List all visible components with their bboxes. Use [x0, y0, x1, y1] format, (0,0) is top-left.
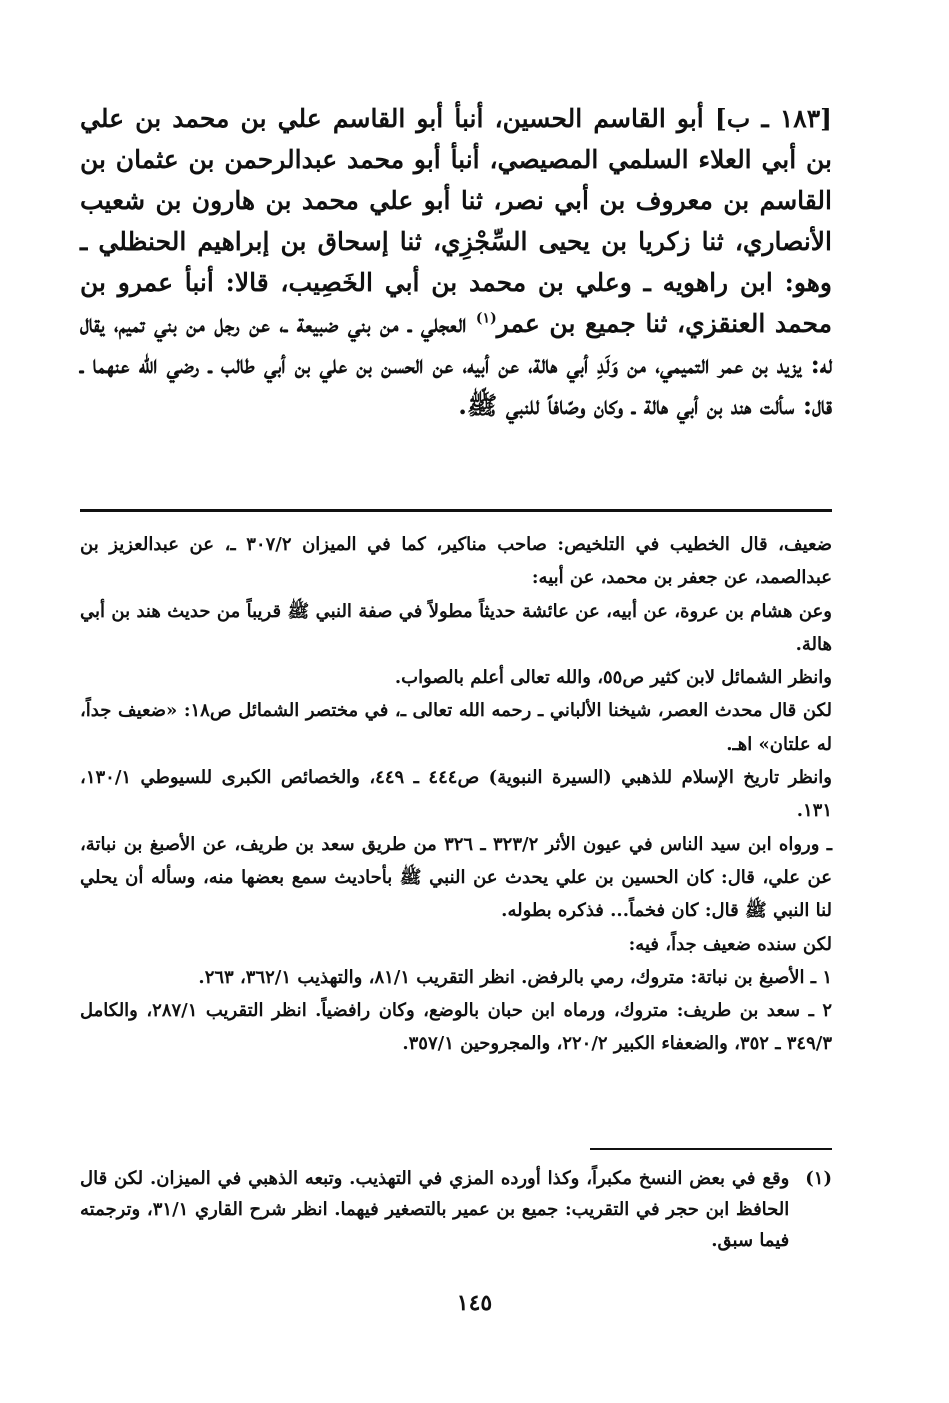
- commentary-section: [80, 528, 832, 1061]
- commentary-paragraph: ضعيف، قال الخطيب في التلخيص: صاحب مناكير، كما في الميزان ٣٠٧/٢ ـ، عن عبدالعزيز بن عبدالصمد، عن جعفر بن محمد، عن أبيه:: [80, 534, 832, 589]
- commentary-paragraph: وعن هشام بن عروة، عن أبيه، عن عائشة حديثاً مطولاً في صفة النبي ﷺ قريباً من حديث هند بن أبي هالة.: [80, 600, 832, 655]
- hadith-isnad: [١٨٣ ـ ب] أبو القاسم الحسين، أنبأ أبو القاسم علي بن محمد بن علي بن أبي العلاء السلمي المصيصي، أنبأ أبو محمد عبدالرحمن بن عثمان بن القاسم بن معروف بن أبي نصر، ثنا أبو علي محمد بن هارون بن شعيب الأنصاري، ثنا زكريا بن يحيى السِّجْزِي، ثنا إسحاق بن إبراهيم الحنظلي ـ وهو: ابن راهويه ـ وعلي بن محمد بن أبي الخَصِيب، قالا: أنبأ عمرو بن محمد العنقزي، ثنا جميع بن عمر: [80, 104, 832, 338]
- footnote: [80, 1163, 832, 1256]
- commentary-paragraph: لكن قال محدث العصر، شيخنا الألباني ـ رحمه الله تعالى ـ، في مختصر الشمائل ص١٨: «ضعيف جداً، له علتان» اهـ.: [80, 700, 832, 755]
- commentary-paragraph: ـ ورواه ابن سيد الناس في عيون الأثر ٣٢٣/٢ ـ ٣٢٦ من طريق سعد بن طريف، عن الأصبغ بن نباتة، عن علي، قال: كان الحسين بن علي يحدث عن النبي ﷺ بأحاديث سمع بعضها منه، وسأله أن يحلي لنا النبي ﷺ قال: كان فخماً... فذكره بطوله.: [80, 833, 833, 922]
- footnote-body: [80, 1163, 789, 1256]
- commentary-paragraph: ١ ـ الأصبغ بن نباتة: متروك، رمي بالرفض. انظر التقريب ٨١/١، والتهذيب ٣٦٢/١، ٢٦٣.: [198, 966, 832, 988]
- commentary-paragraph: وانظر تاريخ الإسلام للذهبي (السيرة النبوية) ص٤٤٤ ـ ٤٤٩، والخصائص الكبرى للسيوطي ١٣٠/١، ١٣١.: [80, 767, 832, 822]
- main-divider: [80, 509, 832, 512]
- commentary-paragraph: لكن سنده ضعيف جداً، فيه:: [628, 933, 832, 955]
- commentary-paragraph: ٢ ـ سعد بن طريف: متروك، ورماه ابن حبان بالوضع، وكان رافضياً. انظر التقريب ٢٨٧/١، والكامل ٣٤٩/٣ ـ ٣٥٢، والضعفاء الكبير ٢٢٠/٢، والمجروحين ٣٥٧/١.: [80, 1000, 832, 1055]
- main-hadith-text: [80, 98, 832, 426]
- footnote-marker: (١): [805, 1168, 832, 1189]
- footnote-divider: [590, 1148, 832, 1150]
- page-number: ١٤٥: [456, 1290, 493, 1316]
- footnote-text: وقع في بعض النسخ مكبراً، وكذا أورده المزي في التهذيب. وتبعه الذهبي في الميزان. لكن قال الحافظ ابن حجر في التقريب: جميع بن عمير بالتصغير فيهما. انظر شرح القاري ٣١/١، وترجمته فيما سبق.: [80, 1168, 790, 1251]
- commentary-paragraph: وانظر الشمائل لابن كثير ص٥٥، والله تعالى أعلم بالصواب.: [394, 667, 832, 689]
- hadith-paragraph: [80, 98, 832, 426]
- footnote-reference: (١): [475, 310, 497, 327]
- hadith-isnad-continued: العجلي ـ من بني ضبيعة ـ، عن رجل من بني تميم، يقال له: يزيد بن عمر التميمي، من وَلَدِ أبي هالة، عن أبيه، عن الحسن بن علي بن أبي طالب ـ رضي الله عنهما ـ قال: سألت هند بن أبي هالة ـ وكان وصّافاً للنبي ﷺ.: [80, 309, 832, 420]
